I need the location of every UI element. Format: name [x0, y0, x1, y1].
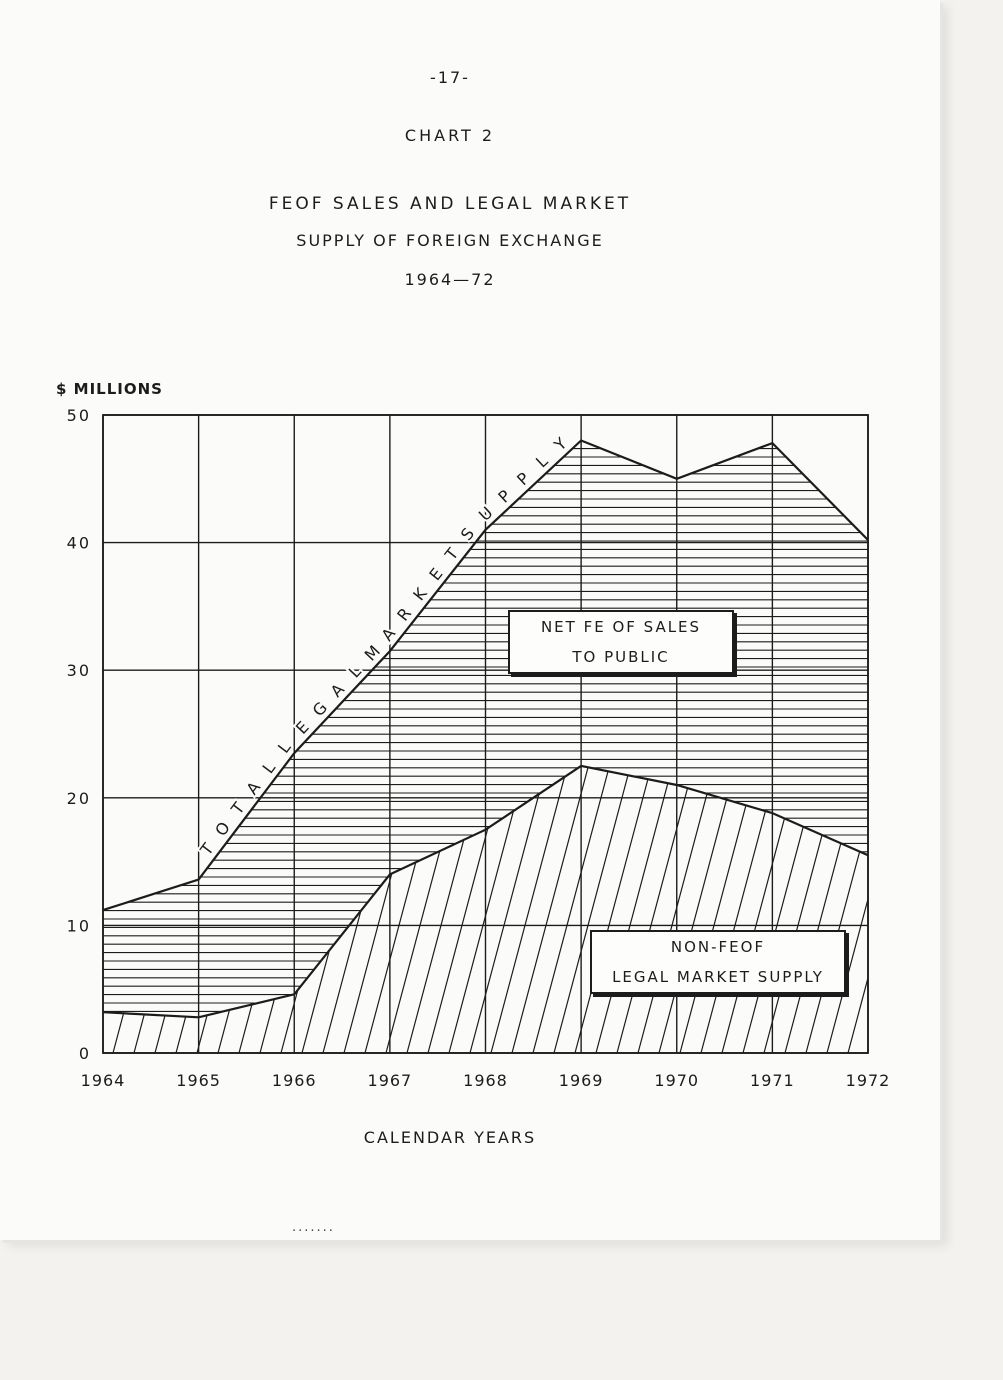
x-tick-label: 1968 [463, 1071, 508, 1090]
hatch-line-diagonal [50, 715, 140, 1053]
hatch-line-diagonal [155, 715, 245, 1053]
total-supply-line-letter: P [513, 468, 534, 490]
total-supply-line-letter: T [441, 544, 463, 564]
hatch-line-diagonal [0, 715, 14, 1053]
x-tick-label: 1972 [845, 1071, 891, 1090]
non-feof-hatch [0, 715, 1001, 1053]
y-axis-label: $ MILLIONS [56, 380, 163, 398]
hatch-line-diagonal [71, 715, 161, 1053]
hatch-line-diagonal [134, 715, 224, 1053]
total-supply-line-letter: T [227, 798, 249, 819]
x-tick-label: 1967 [367, 1071, 413, 1090]
total-supply-line-letter: S [456, 524, 479, 544]
y-tick-label: 10 [66, 916, 91, 936]
hatch-line-diagonal [8, 715, 98, 1053]
y-tick-label: 20 [66, 788, 91, 808]
hatch-line-diagonal [869, 715, 959, 1053]
y-tick-label: 50 [66, 406, 91, 425]
chart-title-line3: 1964—72 [404, 270, 496, 289]
chart-title-line1: FEOF SALES AND LEGAL MARKET [268, 194, 632, 214]
total-supply-line-letter: L [258, 758, 280, 778]
total-supply-line-letter: U [474, 502, 497, 525]
hatch-line-diagonal [176, 715, 266, 1053]
non-feof-supply-label [590, 930, 846, 994]
non-feof-label-line1: NON-FEOF [670, 938, 766, 956]
total-supply-line-letter: A [377, 624, 400, 645]
page-number: -17- [430, 68, 470, 87]
hatch-line-diagonal [0, 715, 56, 1053]
total-supply-line-letter: L [532, 451, 552, 472]
chart-title-line2: SUPPLY OF FOREIGN EXCHANGE [296, 231, 604, 250]
y-tick-label: 40 [66, 533, 91, 553]
hatch-line-diagonal [92, 715, 182, 1053]
total-supply-line-letter: L [344, 661, 365, 682]
total-supply-line-letter: E [291, 717, 313, 738]
y-tick-label: 30 [66, 661, 91, 681]
total-supply-line-letter: G [308, 698, 331, 721]
total-supply-line-letter: T [196, 839, 218, 859]
total-supply-line-letter: O [211, 818, 234, 840]
net-feof-sales-label [508, 610, 734, 674]
x-tick-label: 1966 [271, 1071, 317, 1090]
x-axis-label: CALENDAR YEARS [363, 1128, 537, 1147]
x-tick-label: 1971 [750, 1071, 795, 1090]
hatch-line-diagonal [827, 715, 917, 1053]
total-supply-line-letter: A [242, 777, 265, 799]
hatch-line-diagonal [911, 715, 1001, 1053]
total-supply-line-letter: L [273, 738, 295, 757]
hatch-line-diagonal [0, 715, 77, 1053]
total-supply-line-letter: E [425, 564, 447, 585]
total-supply-line-letter: A [326, 679, 348, 701]
hatch-line-diagonal [806, 715, 896, 1053]
total-supply-line-letter: R [393, 604, 416, 625]
x-tick-label: 1970 [654, 1071, 700, 1090]
x-tick-label: 1964 [80, 1071, 126, 1090]
y-tick-label: 0 [78, 1044, 91, 1063]
x-tick-label: 1969 [558, 1071, 604, 1090]
net-feof-label-line2: TO PUBLIC [572, 648, 670, 666]
x-tick-label: 1965 [176, 1071, 221, 1090]
hatch-line-diagonal [848, 715, 938, 1053]
total-supply-line-letter: Y [550, 433, 571, 455]
chart-label: CHART 2 [404, 126, 496, 145]
total-supply-line-letter: M [360, 641, 384, 665]
hatch-line-diagonal [29, 715, 119, 1053]
net-feof-label-line1: NET FE OF SALES [540, 618, 702, 636]
footer-dots: ....... [292, 1220, 335, 1235]
total-supply-line-letter: P [494, 486, 515, 507]
hatch-line-diagonal [113, 715, 203, 1053]
hatch-line-diagonal [0, 715, 35, 1053]
hatch-line-diagonal [890, 715, 980, 1053]
total-supply-line-letter: K [409, 584, 431, 605]
non-feof-label-line2: LEGAL MARKET SUPPLY [612, 968, 824, 986]
